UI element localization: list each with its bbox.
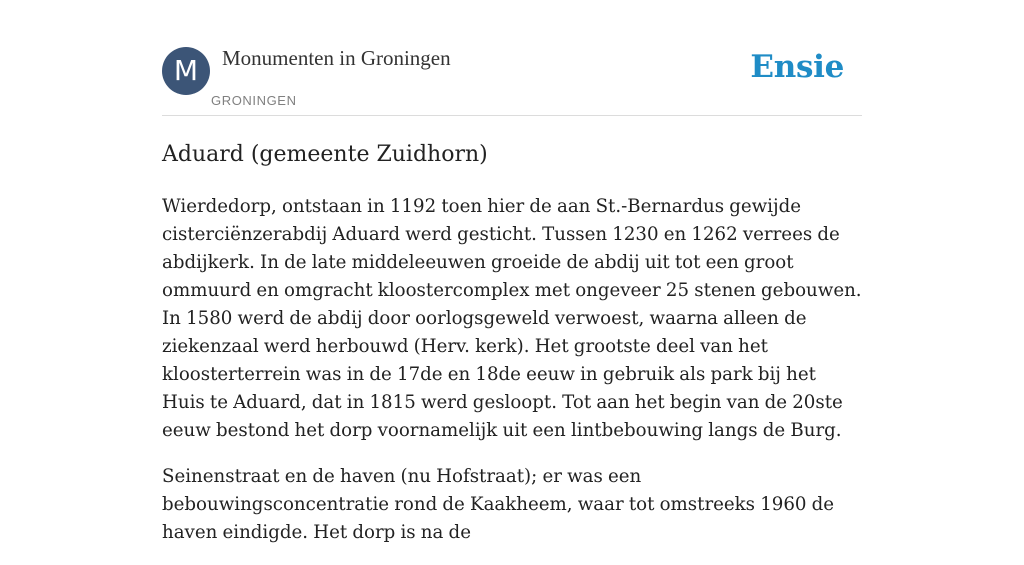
article (162, 140, 862, 565)
avatar: M (162, 47, 210, 95)
book-title-link[interactable]: Monumenten in Groningen (222, 46, 451, 70)
category-link[interactable]: GRONINGEN (211, 93, 297, 108)
page-header (162, 40, 862, 116)
article-paragraph-1: Wierdedorp, ontstaan in 1192 toen hier de aan St.-Bernardus gewijde cisterciënzerabdij Aduard werd gesticht. Tussen 1230 en 1262 verrees de abdijkerk. In de late middeleeuwen groeide de abdij uit tot een groot ommuurd en omgracht kloostercomplex met ongeveer 25 stenen gebouwen. In 1580 werd de abdij door oorlogsgeweld verwoest, waarna alleen de ziekenzaal werd herbouwd (Herv. kerk). Het grootste deel van het kloosterterrein was in de 17de en 18de eeuw in gebruik als park bij het Huis te Aduard, dat in 1815 werd gesloopt. Tot aan het begin van de 20ste eeuw bestond het dorp voornamelijk uit een lintbebouwing langs de Burg. (162, 196, 862, 441)
ensie-logo[interactable]: Ensie (750, 49, 844, 85)
article-heading: Aduard (gemeente Zuidhorn) (162, 142, 488, 167)
article-paragraph-2: Seinenstraat en de haven (nu Hofstraat); er was een bebouwingsconcentratie rond de Kaakheem, waar tot omstreeks 1960 de haven eindigde. Het dorp is na de (162, 466, 835, 543)
